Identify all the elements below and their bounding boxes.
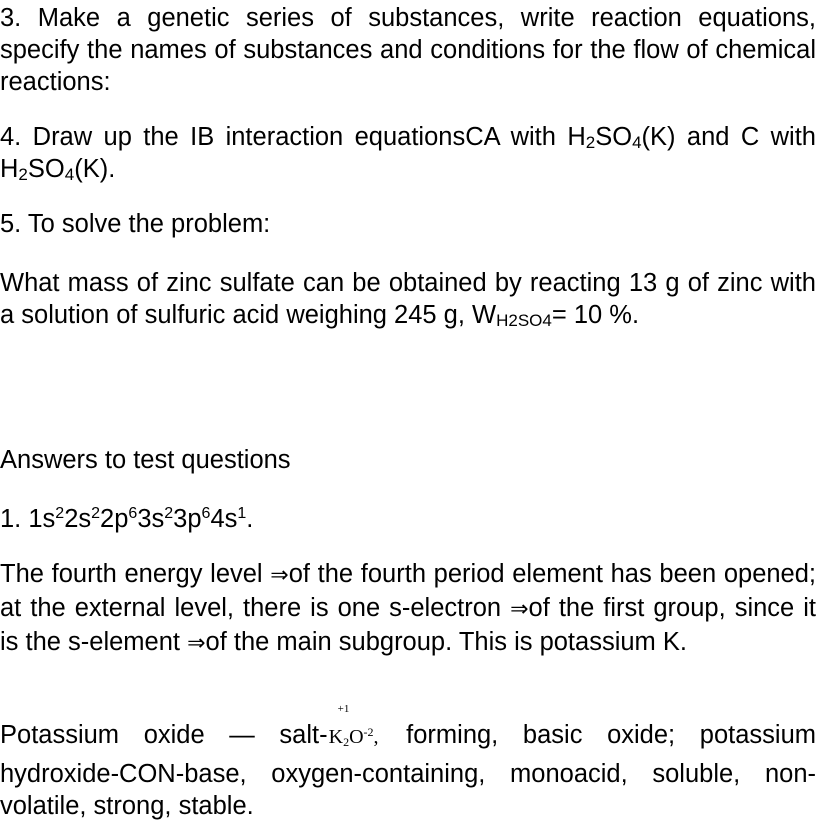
potassium-oxide-formula: +1 $K2O^{-2}$, — [328, 703, 379, 749]
electron-configuration: 1. $1s^22s^22p^63s^23p^64s^1$. — [0, 505, 254, 533]
question-4: 4. Draw up the IB interaction equationsCA with H2SO4(K) and C with H2SO4(K). — [0, 123, 816, 184]
answers-heading: Answers to test questions — [0, 446, 291, 474]
oxide-paragraph: Potassium oxide — salt- +1 $K2O^{-2}$, forming, basic oxide; potassium hydroxide-CON-base, oxygen-containing, monoacid, soluble, non-volatile, strong, stable. — [0, 703, 816, 820]
implies-arrow-icon: ⇒ — [270, 563, 289, 588]
implies-arrow-icon: ⇒ — [510, 597, 529, 622]
question-3: 3. Make a genetic series of substances, write reaction equations, specify the names of substances and conditions for the flow of chemical reactions: — [0, 4, 816, 96]
question-5-title: 5. To solve the problem: — [0, 210, 271, 238]
question-5-problem: What mass of zinc sulfate can be obtained by reacting 13 g of zinc with a solution of sulfuric acid weighing 245 g, WH2SO4= 10 %. — [0, 269, 816, 330]
implies-arrow-icon: ⇒ — [187, 631, 206, 656]
explanation-paragraph: The fourth energy level ⇒of the fourth period element has been opened; at the external level, there is one s-electron ⇒of the first group, since it is the s-element ⇒of the main subgroup. This is potassium K. — [0, 560, 816, 656]
